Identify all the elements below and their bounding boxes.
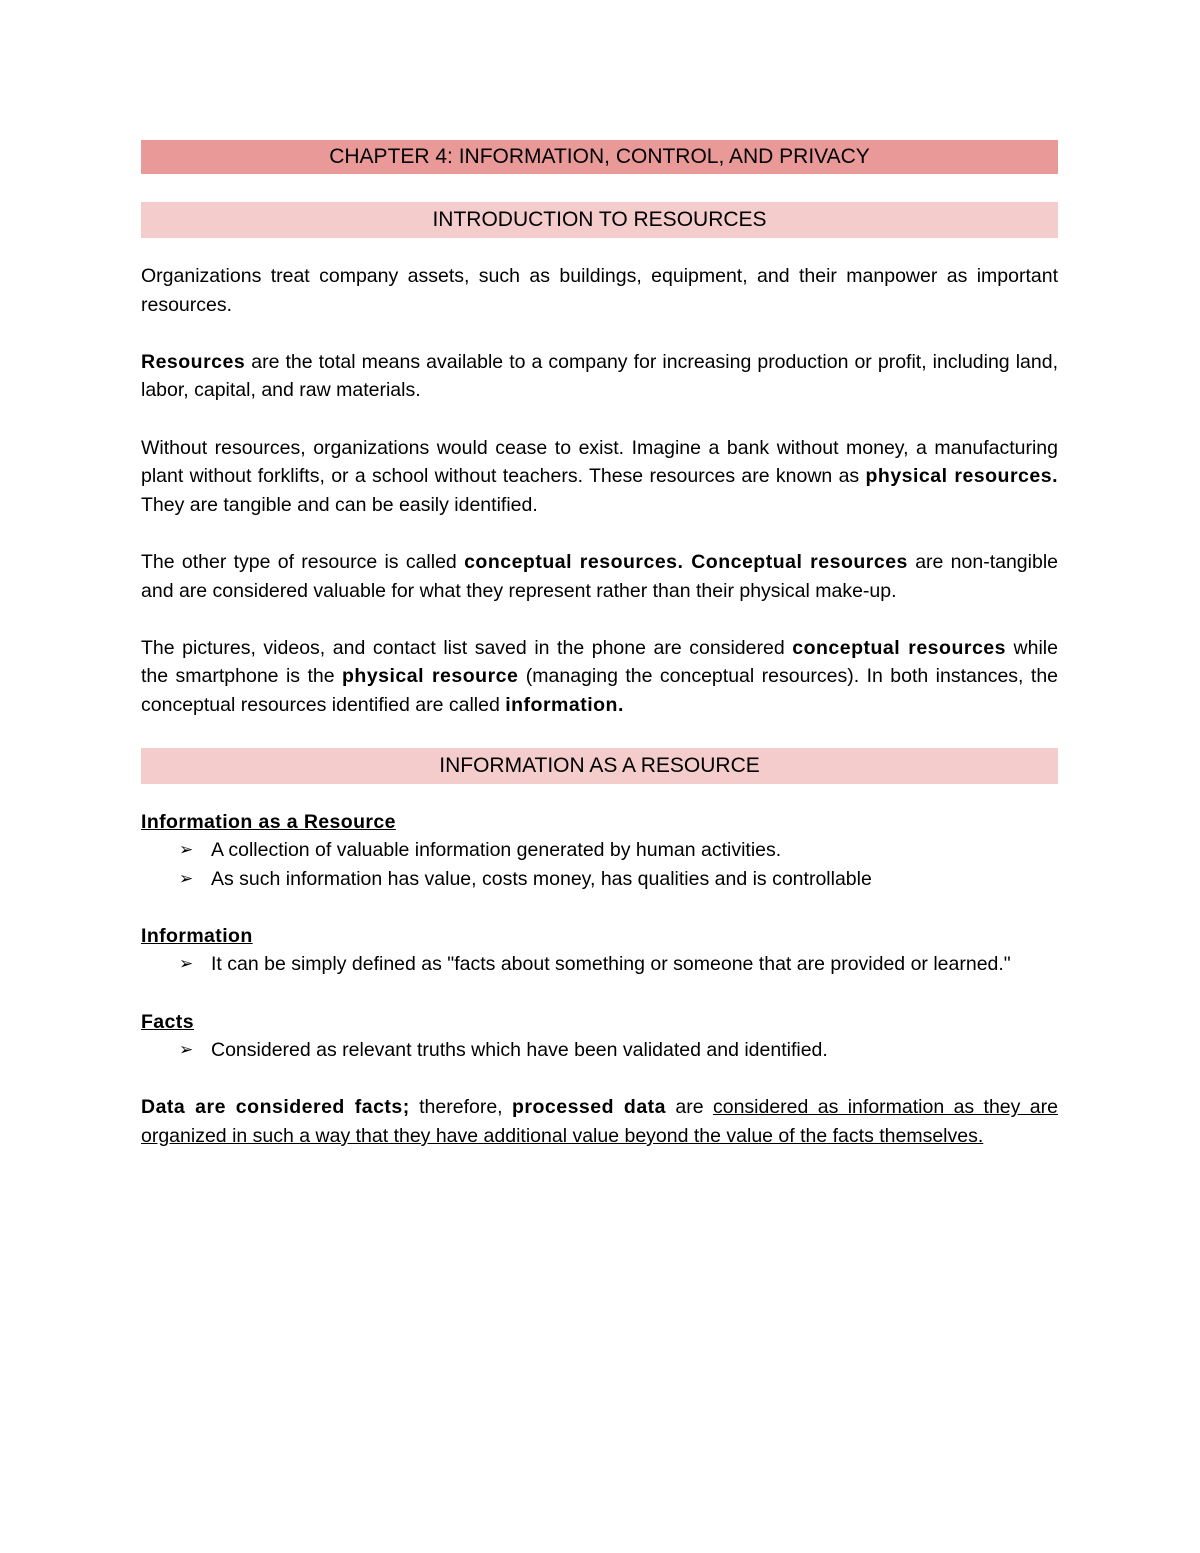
bullet-list: [141, 836, 1058, 893]
paragraph-text: Without resources, organizations would cease to exist. Imagine a bank without money, a manufacturing plant without forklifts, or a school without teachers. These resources are known as: [141, 436, 1058, 488]
paragraph-text: The pictures, videos, and contact list saved in the phone are considered: [141, 636, 793, 659]
subheading-information-as-resource: Information as a Resource: [141, 810, 396, 833]
paragraph-text: are non-tangible and are considered valuable for what they represent rather than their physical make-up.: [141, 550, 1058, 602]
paragraph-smartphone-example: [141, 634, 1058, 720]
chapter-title: CHAPTER 4: INFORMATION, CONTROL, AND PRIVACY: [141, 140, 1058, 174]
paragraph-resources-definition: [141, 348, 1058, 405]
term-information: information.: [505, 693, 624, 716]
paragraph-assets: Organizations treat company assets, such as buildings, equipment, and their manpower as important resources.: [141, 265, 1058, 316]
term-physical-resources: physical resources.: [865, 465, 1058, 488]
bullet-list: [141, 950, 1058, 979]
paragraph-conceptual-resources: [141, 548, 1058, 605]
arrow-bullet-icon: ➢: [179, 1040, 194, 1060]
list-item: ➢ A collection of valuable information generated by human activities.: [141, 836, 1058, 865]
paragraph-text: (managing the conceptual resources). In both instances, the conceptual resources identified are called: [141, 665, 1059, 716]
paragraph-text: The other type of resource is called: [141, 550, 465, 573]
paragraph-physical-resources: [141, 434, 1058, 520]
arrow-bullet-icon: ➢: [179, 840, 194, 860]
paragraph-data-facts: [141, 1093, 1058, 1150]
paragraph-text: are the total means available to a company for increasing production or profit, including land, labor, capital, and raw materials.: [141, 350, 1058, 402]
underlined-definition: considered as information as they are organized in such a way that they have additional value beyond the value of the facts themselves.: [141, 1096, 1058, 1148]
section-heading-information-resource: INFORMATION AS A RESOURCE: [141, 748, 1058, 784]
term-processed-data: processed data: [511, 1096, 667, 1119]
paragraph-text: are: [666, 1096, 713, 1119]
term-data-facts: Data are considered facts;: [141, 1096, 410, 1119]
term-conceptual-resources: conceptual resources: [792, 636, 1006, 659]
arrow-bullet-icon: ➢: [179, 954, 194, 974]
list-item: ➢ It can be simply defined as "facts about something or someone that are provided or learned.": [141, 950, 1058, 979]
term-conceptual-resources: conceptual resources. Conceptual resources: [464, 550, 908, 573]
document-page: [141, 140, 1058, 1151]
subheading-information: Information: [141, 924, 253, 947]
paragraph-text: therefore,: [409, 1096, 512, 1119]
list-item: ➢ Considered as relevant truths which have been validated and identified.: [141, 1036, 1058, 1065]
paragraph-text: while the smartphone is the: [141, 636, 1058, 688]
section-heading-introduction: INTRODUCTION TO RESOURCES: [141, 202, 1058, 238]
list-item: ➢ As such information has value, costs money, has qualities and is controllable: [141, 865, 1058, 894]
subheading-facts: Facts: [141, 1010, 194, 1033]
bullet-list: [141, 1036, 1058, 1065]
paragraph-text: They are tangible and can be easily identified.: [141, 493, 538, 516]
term-resources: Resources: [141, 350, 246, 373]
term-physical-resource: physical resource: [342, 665, 519, 688]
arrow-bullet-icon: ➢: [179, 868, 194, 888]
